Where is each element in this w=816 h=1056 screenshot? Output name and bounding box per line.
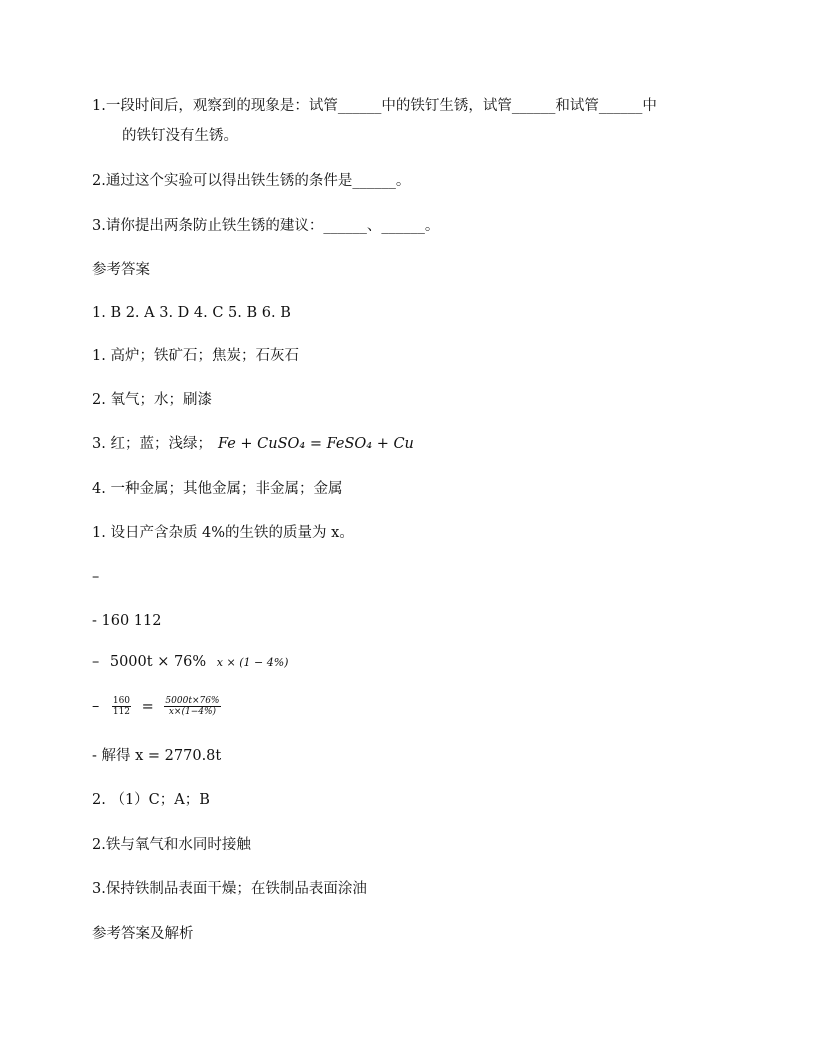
- fraction-left-numerator: 160: [112, 696, 131, 706]
- experiment-answer-3: 3.保持铁制品表面干燥；在铁制品表面涂油: [92, 881, 367, 897]
- fraction-right: [164, 696, 220, 717]
- chemical-equation: Fe + CuSO₄ = FeSO₄ + Cu: [217, 436, 414, 452]
- calculation-result: - 解得 x = 2770.8t: [92, 748, 222, 764]
- calculation-ratio: - 160 112: [92, 613, 162, 629]
- calculation-row-prefix: –: [92, 654, 100, 670]
- analysis-heading: 参考答案及解析: [92, 926, 194, 942]
- equals-sign: =: [141, 698, 154, 715]
- choice-answers: 1. B 2. A 3. D 4. C 5. B 6. B: [92, 305, 291, 321]
- experiment-answer-1: 2. （1）C；A；B: [92, 792, 210, 808]
- fill-answer-4: 4. 一种金属；其他金属；非金属；金属: [92, 481, 343, 497]
- experiment-answer-2: 2.铁与氧气和水同时接触: [92, 837, 251, 853]
- fill-answer-3-text: 3. 红；蓝；浅绿；: [92, 436, 212, 452]
- calculation-row-right: x × (1 − 4%): [216, 656, 289, 669]
- answers-heading: 参考答案: [92, 262, 150, 278]
- question-2: 2.通过这个实验可以得出铁生锈的条件是______。: [92, 173, 411, 189]
- calculation-row-left: 5000t × 76%: [109, 654, 207, 670]
- fraction-left-denominator: 112: [112, 707, 131, 717]
- fill-answer-3: [92, 434, 414, 454]
- proportion-prefix: –: [92, 698, 100, 715]
- calculation-dash: –: [92, 569, 100, 585]
- fill-answer-1: 1. 高炉；铁矿石；焦炭；石灰石: [92, 348, 299, 364]
- fill-answer-2: 2. 氧气；水；刷漆: [92, 392, 212, 408]
- fraction-left: [112, 696, 131, 717]
- question-1-line-2: 的铁钉没有生锈。: [122, 128, 238, 144]
- fraction-right-denominator: x×(1−4%): [168, 707, 217, 717]
- calculation-row: [92, 652, 288, 673]
- calculation-proportion: [92, 696, 224, 717]
- calculation-intro: 1. 设日产含杂质 4%的生铁的质量为 x。: [92, 525, 354, 541]
- question-3: 3.请你提出两条防止铁生锈的建议：______、______。: [92, 218, 440, 234]
- fraction-right-numerator: 5000t×76%: [165, 696, 220, 706]
- question-1-line-1: 1.一段时间后，观察到的现象是：试管______中的铁钉生锈，试管______和试管______中: [92, 98, 657, 114]
